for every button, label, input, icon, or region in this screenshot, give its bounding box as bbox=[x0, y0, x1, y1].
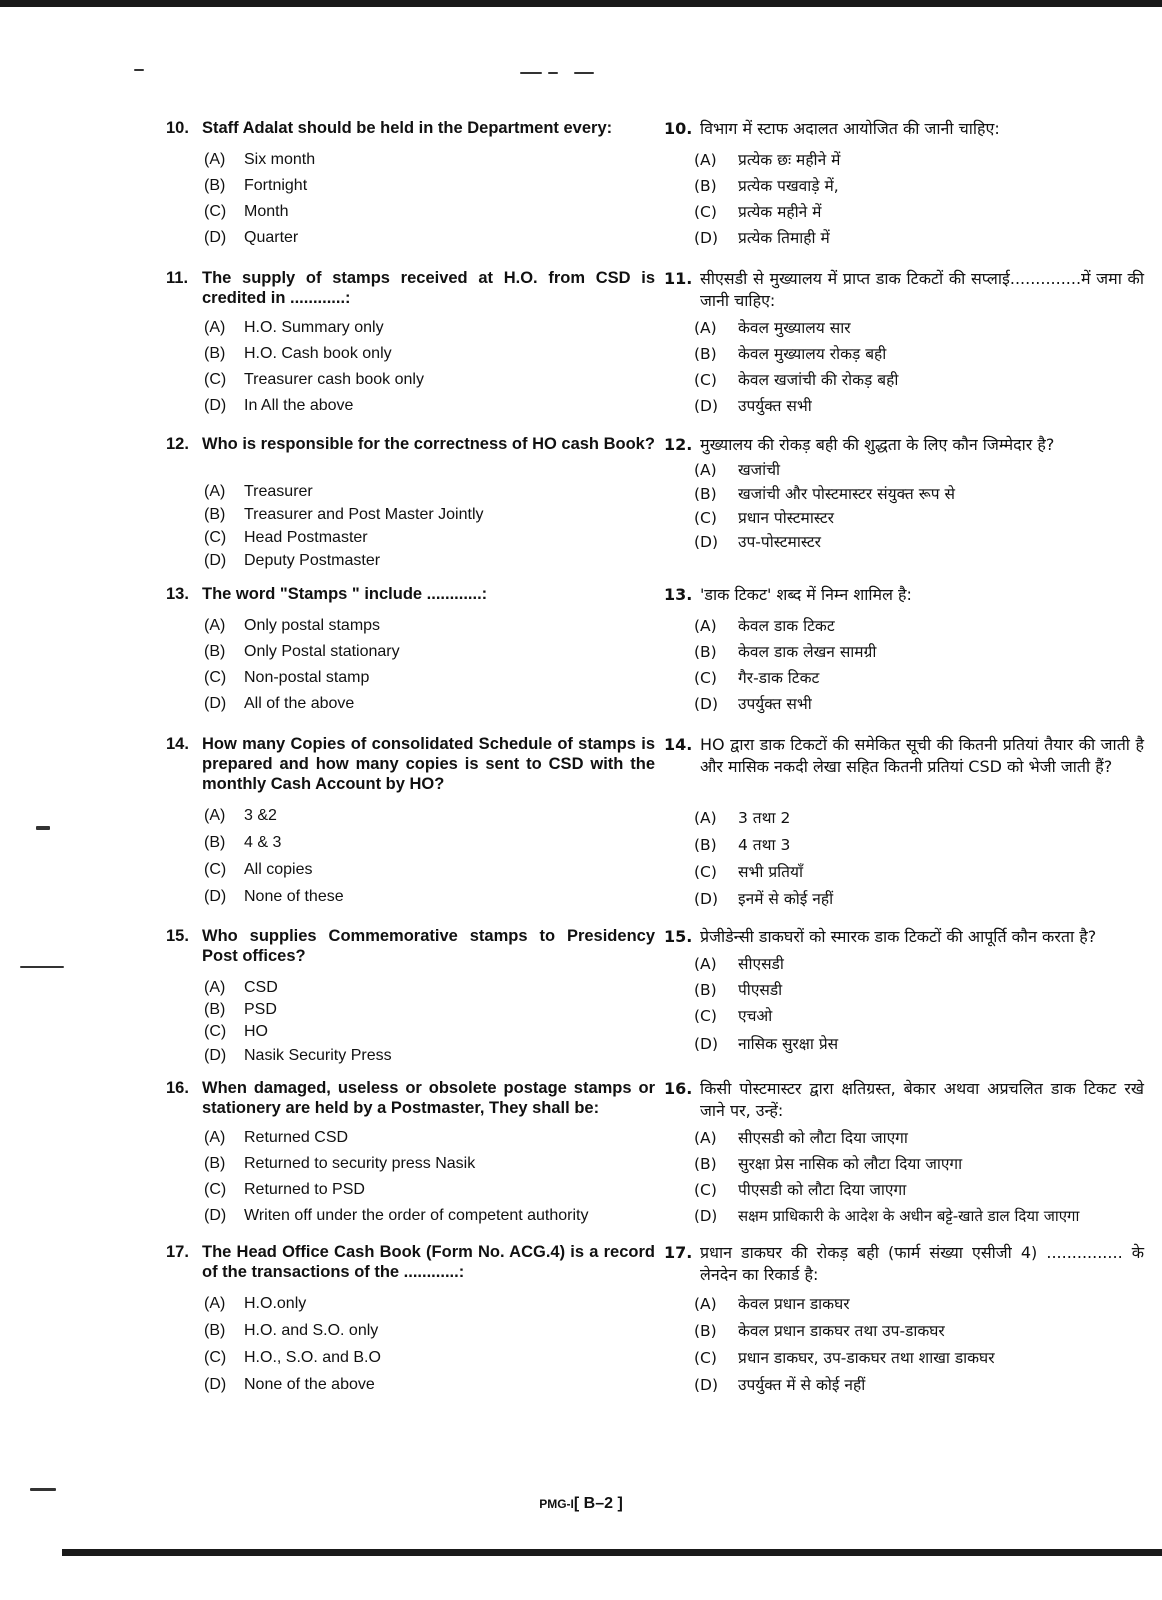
option-b bbox=[204, 1321, 378, 1341]
option-label: (A) bbox=[204, 483, 226, 500]
option-d bbox=[694, 1206, 1079, 1226]
option-a bbox=[204, 318, 384, 338]
option-text: प्रत्येक तिमाही में bbox=[738, 229, 830, 247]
option-label: (A) bbox=[204, 979, 226, 996]
question-number: 15. bbox=[166, 927, 189, 945]
option-label: (D) bbox=[204, 552, 227, 569]
option-b bbox=[204, 176, 307, 196]
question-15-hi bbox=[664, 926, 1144, 1053]
option-b bbox=[204, 505, 484, 525]
question-number: 10. bbox=[664, 119, 693, 138]
option-b bbox=[204, 833, 281, 853]
scan-mark bbox=[574, 72, 594, 74]
option-text: CSD bbox=[244, 979, 278, 996]
option-label: (B) bbox=[204, 1155, 226, 1172]
option-label: (C) bbox=[694, 1007, 717, 1025]
option-text: गैर-डाक टिकट bbox=[738, 669, 820, 687]
option-text: Only postal stamps bbox=[244, 617, 381, 634]
option-label: (B) bbox=[204, 834, 226, 851]
option-text: उप-पोस्टमास्टर bbox=[738, 533, 822, 551]
option-label: (A) bbox=[694, 151, 717, 169]
option-text: 3 &2 bbox=[244, 807, 277, 824]
option-text: 4 तथा 3 bbox=[738, 836, 791, 854]
option-a bbox=[694, 1294, 850, 1314]
question-text: 10. Staff Adalat should be held in the Department every: bbox=[166, 119, 613, 137]
option-label: (C) bbox=[204, 1181, 227, 1198]
option-text: नासिक सुरक्षा प्रेस bbox=[738, 1035, 839, 1053]
option-text: प्रत्येक छः महीने में bbox=[738, 151, 841, 169]
option-a bbox=[204, 806, 277, 826]
question-13-hi bbox=[664, 584, 1144, 713]
option-c bbox=[204, 1022, 268, 1042]
option-label: (B) bbox=[694, 836, 717, 854]
top-border bbox=[0, 0, 1162, 7]
option-text: Returned to security press Nasik bbox=[244, 1155, 476, 1172]
option-c bbox=[694, 1006, 772, 1026]
question-number: 16. bbox=[664, 1079, 693, 1098]
scan-mark bbox=[134, 69, 144, 71]
option-text: सुरक्षा प्रेस नासिक को लौटा दिया जाएगा bbox=[738, 1155, 963, 1173]
question-number: 15. bbox=[664, 927, 693, 946]
option-label: (B) bbox=[694, 1155, 717, 1173]
question-text: 12. Who is responsible for the correctness of HO cash Book? bbox=[166, 435, 655, 453]
option-text: H.O., S.O. and B.O bbox=[244, 1349, 381, 1366]
option-label: (D) bbox=[694, 533, 719, 551]
option-text: 4 & 3 bbox=[244, 834, 282, 851]
option-c bbox=[204, 202, 288, 222]
option-label: (B) bbox=[694, 643, 717, 661]
option-text: Six month bbox=[244, 151, 316, 168]
scan-mark bbox=[30, 1488, 56, 1491]
question-11-en bbox=[160, 268, 655, 414]
option-text: Non-postal stamp bbox=[244, 669, 370, 686]
option-text: H.O. and S.O. only bbox=[244, 1322, 379, 1339]
question-12-hi bbox=[664, 434, 1144, 551]
option-text: उपर्युक्त में से कोई नहीं bbox=[738, 1376, 866, 1394]
option-a bbox=[694, 150, 840, 170]
option-label: (C) bbox=[694, 1349, 717, 1367]
option-text: सक्षम प्राधिकारी के आदेश के अधीन बट्टे-खाते डाल दिया जाएगा bbox=[738, 1207, 1080, 1225]
option-label: (D) bbox=[694, 1207, 718, 1225]
option-a bbox=[694, 616, 835, 636]
option-text: All copies bbox=[244, 861, 313, 878]
option-a bbox=[204, 1294, 306, 1314]
bottom-border bbox=[62, 1549, 1162, 1556]
option-label: (D) bbox=[694, 695, 719, 713]
option-d bbox=[204, 1375, 375, 1395]
question-10-hi bbox=[664, 118, 1144, 247]
option-label: (B) bbox=[694, 485, 717, 503]
option-text: खजांची और पोस्टमास्टर संयुक्त रूप से bbox=[738, 485, 955, 503]
option-b bbox=[204, 642, 400, 662]
option-text: Only Postal stationary bbox=[244, 643, 400, 660]
option-text: केवल प्रधान डाकघर bbox=[738, 1295, 850, 1313]
option-text: एचओ bbox=[738, 1007, 773, 1025]
question-12-en bbox=[160, 434, 655, 569]
option-text: 3 तथा 2 bbox=[738, 809, 791, 827]
option-c bbox=[694, 508, 834, 528]
question-text: 16. किसी पोस्टमास्टर द्वारा क्षतिग्रस्त, बेकार अथवा अप्रचलित डाक टिकट रखे जाने पर, उन्हें: bbox=[664, 1079, 1144, 1120]
option-label: (D) bbox=[694, 1376, 719, 1394]
option-text: सीएसडी को लौटा दिया जाएगा bbox=[738, 1129, 908, 1147]
option-text: Treasurer bbox=[244, 483, 313, 500]
question-number: 12. bbox=[166, 435, 189, 453]
option-label: (A) bbox=[204, 1129, 226, 1146]
scan-mark bbox=[20, 966, 64, 968]
option-c bbox=[204, 1180, 365, 1200]
question-11-hi bbox=[664, 268, 1144, 415]
option-c bbox=[694, 202, 821, 222]
option-b bbox=[694, 176, 839, 196]
option-text: Returned CSD bbox=[244, 1129, 349, 1146]
option-text: खजांची bbox=[738, 461, 781, 479]
option-text: Quarter bbox=[244, 229, 299, 246]
option-c bbox=[694, 1180, 906, 1200]
question-15-en bbox=[160, 926, 655, 1064]
option-label: (C) bbox=[204, 1349, 227, 1366]
option-text: Deputy Postmaster bbox=[244, 552, 381, 569]
option-label: (B) bbox=[694, 345, 717, 363]
option-text: Fortnight bbox=[244, 177, 308, 194]
question-text: 13. The word "Stamps " include ............: bbox=[166, 585, 488, 603]
option-label: (B) bbox=[694, 177, 717, 195]
option-label: (A) bbox=[204, 807, 226, 824]
option-d bbox=[694, 1375, 865, 1395]
option-text: इनमें से कोई नहीं bbox=[738, 890, 834, 908]
question-14-hi bbox=[664, 734, 1144, 908]
option-label: (C) bbox=[204, 203, 227, 220]
option-d bbox=[204, 1046, 392, 1066]
option-d bbox=[204, 396, 353, 416]
option-label: (D) bbox=[204, 1376, 227, 1393]
option-label: (D) bbox=[204, 397, 227, 414]
option-text: केवल खजांची की रोकड़ बही bbox=[738, 371, 899, 389]
option-label: (A) bbox=[694, 461, 717, 479]
option-d bbox=[694, 396, 812, 416]
question-number: 12. bbox=[664, 435, 693, 454]
option-text: केवल मुख्यालय रोकड़ बही bbox=[738, 345, 887, 363]
option-label: (B) bbox=[204, 345, 226, 362]
option-label: (C) bbox=[204, 1023, 227, 1040]
option-a bbox=[204, 616, 380, 636]
scan-mark bbox=[36, 826, 50, 830]
scan-mark bbox=[548, 72, 558, 74]
option-a bbox=[694, 318, 851, 338]
question-number: 11. bbox=[664, 269, 693, 288]
option-label: (B) bbox=[204, 177, 226, 194]
option-text: HO bbox=[244, 1023, 268, 1040]
option-text: सीएसडी bbox=[738, 955, 784, 973]
question-number: 16. bbox=[166, 1079, 189, 1097]
option-text: पीएसडी bbox=[738, 981, 783, 999]
question-17-hi bbox=[664, 1242, 1144, 1394]
option-label: (C) bbox=[694, 371, 717, 389]
question-text: 17. प्रधान डाकघर की रोकड़ बही (फार्म संख्या एसीजी 4) ............... के लेनदेन का रिकार्ड है: bbox=[664, 1243, 1144, 1284]
option-label: (C) bbox=[694, 1181, 717, 1199]
option-text: Returned to PSD bbox=[244, 1181, 365, 1198]
option-c bbox=[694, 370, 898, 390]
option-c bbox=[694, 862, 803, 882]
option-label: (C) bbox=[694, 863, 717, 881]
option-label: (C) bbox=[204, 861, 227, 878]
option-label: (C) bbox=[694, 669, 717, 687]
option-text: केवल मुख्यालय सार bbox=[738, 319, 851, 337]
option-text: All of the above bbox=[244, 695, 355, 712]
question-number: 17. bbox=[166, 1243, 189, 1261]
option-b bbox=[694, 344, 886, 364]
option-label: (A) bbox=[694, 955, 717, 973]
option-label: (A) bbox=[694, 319, 717, 337]
option-label: (A) bbox=[694, 617, 717, 635]
option-label: (A) bbox=[204, 319, 226, 336]
option-text: Month bbox=[244, 203, 289, 220]
question-number: 10. bbox=[166, 119, 189, 137]
footer-prefix: PMG-I bbox=[539, 1497, 574, 1511]
question-10-en bbox=[160, 118, 655, 246]
option-c bbox=[204, 1348, 381, 1368]
option-b bbox=[694, 642, 876, 662]
question-text: 15. प्रेजीडेन्सी डाकघरों को स्मारक डाक टिकटों की आपूर्ति कौन करता है? bbox=[664, 927, 1097, 946]
option-d bbox=[694, 694, 812, 714]
option-text: केवल प्रधान डाकघर तथा उप-डाकघर bbox=[738, 1322, 945, 1340]
option-text: केवल डाक लेखन सामग्री bbox=[738, 643, 877, 661]
option-b bbox=[204, 1000, 277, 1020]
option-text: H.O. Cash book only bbox=[244, 345, 392, 362]
question-text: 13. 'डाक टिकट' शब्द में निम्न शामिल है: bbox=[664, 585, 912, 604]
option-label: (D) bbox=[694, 397, 719, 415]
question-text: 15. Who supplies Commemorative stamps to Presidency Post offices? bbox=[166, 927, 655, 965]
question-14-en bbox=[160, 734, 655, 905]
option-a bbox=[204, 1128, 348, 1148]
option-label: (D) bbox=[204, 229, 227, 246]
option-d bbox=[204, 887, 344, 907]
option-text: Writen off under the order of competent authority bbox=[244, 1207, 589, 1224]
option-d bbox=[694, 532, 821, 552]
question-text: 14. How many Copies of consolidated Schedule of stamps is prepared and how many copies is sent to CSD with the monthly Cash Account by HO? bbox=[166, 735, 655, 793]
option-d bbox=[694, 1034, 838, 1054]
option-text: केवल डाक टिकट bbox=[738, 617, 835, 635]
option-b bbox=[694, 1154, 962, 1174]
question-17-en bbox=[160, 1242, 655, 1393]
option-c bbox=[694, 1348, 995, 1368]
question-text: 14. HO द्वारा डाक टिकटों की समेकित सूची की कितनी प्रतियां तैयार की जाती है और मासिक नकदी लेखा सहित कितनी प्रतियां CSD को भेजी जाती हैं? bbox=[664, 735, 1144, 776]
option-a bbox=[204, 150, 315, 170]
option-label: (B) bbox=[204, 506, 226, 523]
option-text: पीएसडी को लौटा दिया जाएगा bbox=[738, 1181, 907, 1199]
option-label: (A) bbox=[694, 1295, 717, 1313]
option-label: (C) bbox=[204, 371, 227, 388]
option-a bbox=[694, 808, 790, 828]
option-label: (C) bbox=[694, 509, 717, 527]
option-label: (A) bbox=[204, 1295, 226, 1312]
option-b bbox=[204, 344, 392, 364]
option-c bbox=[204, 528, 368, 548]
option-text: प्रधान पोस्टमास्टर bbox=[738, 509, 835, 527]
option-c bbox=[204, 370, 424, 390]
option-text: H.O.only bbox=[244, 1295, 307, 1312]
option-d bbox=[204, 694, 354, 714]
option-c bbox=[204, 668, 369, 688]
scan-mark bbox=[520, 72, 542, 74]
option-text: प्रत्येक महीने में bbox=[738, 203, 822, 221]
question-text: 10. विभाग में स्टाफ अदालत आयोजित की जानी चाहिए: bbox=[664, 119, 1000, 138]
option-a bbox=[204, 482, 313, 502]
option-text: None of the above bbox=[244, 1376, 375, 1393]
option-label: (C) bbox=[204, 529, 227, 546]
question-text: 17. The Head Office Cash Book (Form No. ACG.4) is a record of the transactions of the ............: bbox=[166, 1243, 655, 1281]
option-text: Nasik Security Press bbox=[244, 1047, 392, 1064]
option-label: (A) bbox=[204, 617, 226, 634]
option-label: (D) bbox=[204, 1207, 227, 1224]
option-b bbox=[694, 1321, 945, 1341]
question-text: 12. मुख्यालय की रोकड़ बही की शुद्धता के लिए कौन जिम्मेदार है? bbox=[664, 435, 1055, 454]
question-16-en bbox=[160, 1078, 655, 1224]
question-number: 11. bbox=[166, 269, 189, 287]
option-label: (D) bbox=[204, 695, 227, 712]
option-a bbox=[694, 1128, 908, 1148]
option-a bbox=[204, 978, 278, 998]
option-d bbox=[694, 889, 833, 909]
page-footer bbox=[0, 1495, 1162, 1513]
option-b bbox=[694, 835, 790, 855]
option-d bbox=[694, 228, 830, 248]
option-d bbox=[204, 228, 298, 248]
option-label: (A) bbox=[694, 809, 717, 827]
option-b bbox=[694, 484, 955, 504]
option-text: उपर्युक्त सभी bbox=[738, 695, 812, 713]
option-text: प्रधान डाकघर, उप-डाकघर तथा शाखा डाकघर bbox=[738, 1349, 995, 1367]
page-code: [ B–2 ] bbox=[573, 1495, 623, 1512]
option-label: (C) bbox=[204, 669, 227, 686]
question-number: 13. bbox=[166, 585, 189, 603]
option-label: (B) bbox=[694, 981, 717, 999]
option-label: (B) bbox=[204, 1001, 226, 1018]
question-text: 11. The supply of stamps received at H.O. from CSD is credited in ............: bbox=[166, 269, 655, 307]
option-label: (B) bbox=[694, 1322, 717, 1340]
option-text: In All the above bbox=[244, 397, 354, 414]
option-text: None of these bbox=[244, 888, 344, 905]
option-label: (B) bbox=[204, 1322, 226, 1339]
option-b bbox=[204, 1154, 475, 1174]
option-text: Treasurer and Post Master Jointly bbox=[244, 506, 484, 523]
option-text: Treasurer cash book only bbox=[244, 371, 424, 388]
option-text: उपर्युक्त सभी bbox=[738, 397, 812, 415]
option-c bbox=[694, 668, 819, 688]
question-text: 11. सीएसडी से मुख्यालय में प्राप्त डाक टिकटों की सप्लाई..............में जमा की जानी चाहिए: bbox=[664, 269, 1144, 310]
option-d bbox=[204, 551, 380, 571]
option-text: PSD bbox=[244, 1001, 277, 1018]
option-label: (D) bbox=[204, 888, 227, 905]
option-c bbox=[204, 860, 312, 880]
option-a bbox=[694, 460, 780, 480]
option-label: (C) bbox=[694, 203, 717, 221]
option-label: (A) bbox=[204, 151, 226, 168]
option-label: (B) bbox=[204, 643, 226, 660]
option-d bbox=[204, 1206, 589, 1226]
option-label: (A) bbox=[694, 1129, 717, 1147]
option-a bbox=[694, 954, 784, 974]
option-label: (D) bbox=[694, 229, 719, 247]
option-text: H.O. Summary only bbox=[244, 319, 384, 336]
option-text: प्रत्येक पखवाड़े में, bbox=[738, 177, 839, 195]
option-label: (D) bbox=[204, 1047, 227, 1064]
question-number: 14. bbox=[166, 735, 189, 753]
option-text: सभी प्रतियाँ bbox=[738, 863, 803, 881]
question-13-en bbox=[160, 584, 655, 712]
question-number: 13. bbox=[664, 585, 693, 604]
question-number: 14. bbox=[664, 735, 693, 754]
question-text: 16. When damaged, useless or obsolete postage stamps or stationery are held by a Postmaster, They shall be: bbox=[166, 1079, 655, 1117]
option-label: (D) bbox=[694, 1035, 719, 1053]
question-number: 17. bbox=[664, 1243, 693, 1262]
option-text: Head Postmaster bbox=[244, 529, 368, 546]
option-b bbox=[694, 980, 782, 1000]
question-16-hi bbox=[664, 1078, 1144, 1225]
option-label: (D) bbox=[694, 890, 719, 908]
